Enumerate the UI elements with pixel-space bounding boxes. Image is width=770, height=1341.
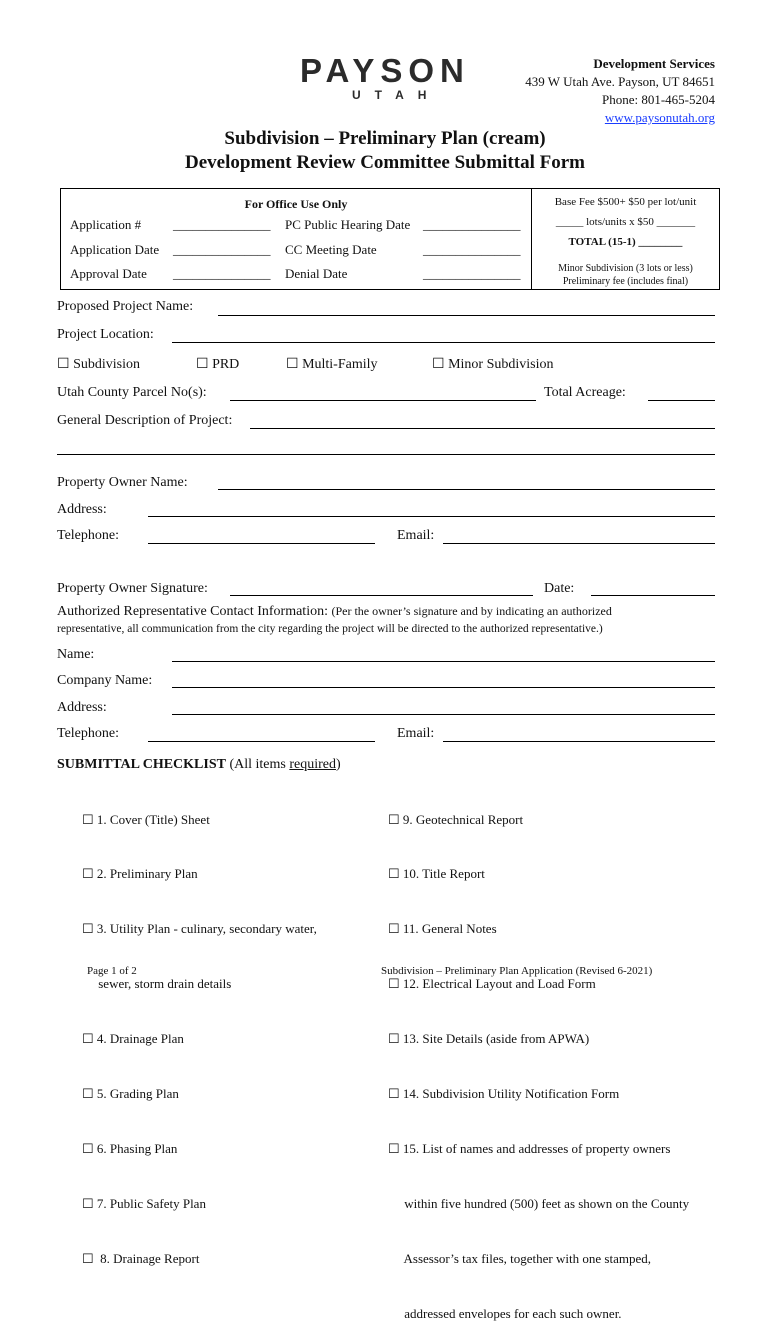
owner-signature-field[interactable]	[230, 595, 533, 596]
parcel-field[interactable]	[230, 400, 536, 401]
description-field[interactable]	[250, 428, 715, 429]
rep-name-label: Name:	[57, 647, 95, 662]
phone-number: Phone: 801-465-5204	[601, 92, 715, 107]
cc-meeting-date-label: CC Meeting Date	[285, 242, 377, 257]
checkbox-icon: ☐	[286, 357, 299, 372]
rep-company-field[interactable]	[172, 687, 715, 688]
owner-name-field[interactable]	[218, 489, 715, 490]
rep-company-label: Company Name:	[57, 673, 153, 688]
office-use-fields	[61, 189, 532, 289]
checklist-title: SUBMITTAL CHECKLIST	[57, 757, 226, 772]
payson-logo: PAYSON	[300, 52, 470, 89]
checklist-item[interactable]: ☐ 10. Title Report	[388, 866, 485, 882]
checkbox-icon: ☐	[196, 357, 209, 372]
form-subtitle: Development Review Committee Submittal Form	[185, 152, 585, 173]
checklist-item[interactable]: ☐ 12. Electrical Layout and Load Form	[388, 976, 596, 992]
office-use-heading: For Office Use Only	[244, 197, 348, 211]
description-label: General Description of Project:	[57, 413, 233, 428]
checklist-right	[388, 774, 689, 1341]
checklist-item-continued: within five hundred (500) feet as shown on the County	[388, 1195, 690, 1211]
checklist-item[interactable]: ☐ 15. List of names and addresses of property owners	[388, 1140, 671, 1156]
checklist-item-continued: Assessor’s tax files, together with one stamped,	[388, 1250, 651, 1266]
office-use-box	[60, 188, 720, 290]
owner-email-label: Email:	[397, 528, 435, 543]
description-field-line-2[interactable]	[57, 454, 715, 455]
minor-subdivision-checkbox-label: Minor Subdivision	[448, 357, 554, 372]
owner-signature-label: Property Owner Signature:	[57, 581, 208, 596]
rep-telephone-field[interactable]	[148, 741, 375, 742]
multi-family-checkbox-label: Multi-Family	[302, 357, 378, 372]
street-address: 439 W Utah Ave. Payson, UT 84651	[525, 74, 715, 89]
checklist-item[interactable]: ☐ 13. Site Details (aside from APWA)	[388, 1031, 590, 1047]
checklist-item[interactable]: ☐ 4. Drainage Plan	[82, 1031, 184, 1047]
department-name: Development Services	[593, 56, 715, 71]
base-fee: Base Fee $500+ $50 per lot/unit	[554, 196, 697, 208]
application-number-label: Application #	[70, 217, 142, 232]
checkbox-icon: ☐	[57, 357, 70, 372]
project-location-field[interactable]	[172, 342, 715, 343]
checklist-subheading-close: )	[336, 757, 341, 772]
auth-rep-note-continued: representative, all communication from the city regarding the project will be directed to the authorized representative.)	[57, 623, 603, 635]
checklist-item[interactable]: ☐ 1. Cover (Title) Sheet	[82, 811, 210, 827]
checklist-item[interactable]: ☐ 9. Geotechnical Report	[388, 811, 524, 827]
rep-address-label: Address:	[57, 700, 107, 715]
contact-block	[525, 55, 715, 127]
form-title: Subdivision – Preliminary Plan (cream)	[224, 128, 546, 149]
pc-hearing-date-label: PC Public Hearing Date	[285, 217, 411, 232]
multi-family-checkbox[interactable]	[286, 356, 378, 373]
date-field[interactable]	[591, 595, 715, 596]
project-name-label: Proposed Project Name:	[57, 299, 194, 314]
rep-address-field[interactable]	[172, 714, 715, 715]
owner-name-label: Property Owner Name:	[57, 475, 188, 490]
project-location-label: Project Location:	[57, 327, 154, 342]
rep-name-field[interactable]	[172, 661, 715, 662]
owner-address-label: Address:	[57, 502, 107, 517]
document-revision: Subdivision – Preliminary Plan Application (Revised 6-2021)	[381, 965, 653, 977]
auth-rep-note: (Per the owner’s signature and by indicating an authorized	[331, 604, 612, 618]
checklist-item[interactable]: ☐ 3. Utility Plan - culinary, secondary water,	[82, 921, 317, 937]
checklist-left	[82, 774, 317, 1286]
cc-meeting-date-blank[interactable]: _______________	[423, 242, 521, 257]
checklist-subheading-open: (All items	[229, 757, 290, 772]
rep-email-label: Email:	[397, 726, 435, 741]
owner-telephone-label: Telephone:	[57, 528, 119, 543]
page-number: Page 1 of 2	[87, 965, 137, 977]
owner-telephone-field[interactable]	[148, 543, 375, 544]
checklist-required: required	[289, 757, 337, 772]
minor-subdivision-note: Minor Subdivision (3 lots or less)	[558, 263, 693, 274]
checklist-item[interactable]: ☐ 7. Public Safety Plan	[82, 1195, 206, 1211]
checklist-heading	[57, 757, 341, 773]
subdivision-checkbox[interactable]	[57, 356, 140, 373]
checklist-item[interactable]: ☐ 11. General Notes	[388, 921, 497, 937]
parcel-label: Utah County Parcel No(s):	[57, 385, 207, 400]
utah-logo-text: UTAH	[352, 88, 441, 102]
rep-email-field[interactable]	[443, 741, 715, 742]
auth-rep-title: Authorized Representative Contact Information:	[57, 604, 328, 619]
fee-total[interactable]: TOTAL (15-1) ________	[568, 236, 683, 248]
fee-schedule	[532, 189, 719, 289]
minor-subdivision-checkbox[interactable]	[432, 356, 553, 373]
owner-email-field[interactable]	[443, 543, 715, 544]
acreage-field[interactable]	[648, 400, 715, 401]
subdivision-checkbox-label: Subdivision	[73, 357, 140, 372]
auth-rep-heading	[57, 604, 722, 620]
denial-date-label: Denial Date	[285, 266, 348, 281]
prd-checkbox[interactable]	[196, 356, 239, 373]
preliminary-fee-note: Preliminary fee (includes final)	[562, 276, 689, 287]
owner-address-field[interactable]	[148, 516, 715, 517]
checklist-item[interactable]: ☐ 5. Grading Plan	[82, 1086, 179, 1102]
checkbox-icon: ☐	[432, 357, 445, 372]
checklist-item[interactable]: ☐ 6. Phasing Plan	[82, 1140, 178, 1156]
checklist-item[interactable]: ☐ 8. Drainage Report	[82, 1250, 200, 1266]
application-date-blank[interactable]: _______________	[173, 242, 271, 257]
project-name-field[interactable]	[218, 315, 715, 316]
prd-checkbox-label: PRD	[212, 357, 240, 372]
approval-date-label: Approval Date	[70, 266, 147, 281]
application-number-blank[interactable]: _______________	[173, 217, 271, 232]
application-date-label: Application Date	[70, 242, 160, 257]
rep-telephone-label: Telephone:	[57, 726, 119, 741]
lots-fee-line[interactable]: _____ lots/units x $50 _______	[555, 216, 696, 228]
pc-hearing-date-blank[interactable]: _______________	[423, 217, 521, 232]
checklist-item-continued: addressed envelopes for each such owner.	[388, 1305, 622, 1321]
website-link[interactable]: www.paysonutah.org	[604, 110, 715, 125]
denial-date-blank[interactable]: _______________	[423, 266, 521, 281]
checklist-item[interactable]: ☐ 14. Subdivision Utility Notification Form	[388, 1086, 620, 1102]
checklist-item[interactable]: ☐ 2. Preliminary Plan	[82, 866, 198, 882]
date-label: Date:	[544, 581, 575, 596]
acreage-label: Total Acreage:	[544, 385, 626, 400]
approval-date-blank[interactable]: _______________	[173, 266, 271, 281]
checklist-item-continued: sewer, storm drain details	[82, 976, 232, 992]
